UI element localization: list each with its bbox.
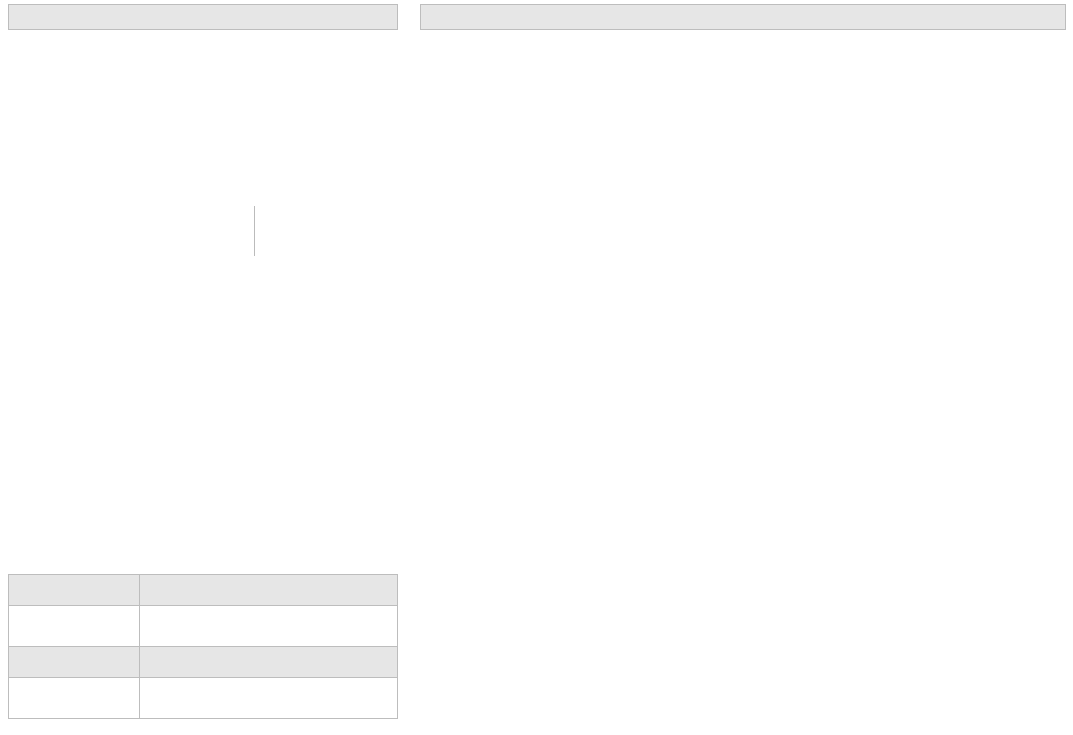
weekly-schedule-table <box>8 574 398 719</box>
worship-order-panel <box>8 0 398 735</box>
schedule-body-wed <box>9 606 398 647</box>
schedule-header-youth <box>9 647 398 678</box>
sermon-header <box>420 4 1066 30</box>
schedule-header-wed <box>9 575 398 606</box>
sermon-panel <box>420 0 1066 735</box>
schedule-content <box>140 678 398 719</box>
schedule-label <box>9 606 140 647</box>
split-divider <box>254 206 255 256</box>
schedule-body-youth <box>9 678 398 719</box>
order-title <box>8 4 398 30</box>
schedule-content <box>140 606 398 647</box>
schedule-label <box>9 678 140 719</box>
schedule-service-name <box>140 575 398 606</box>
schedule-time <box>9 575 140 606</box>
sermon-columns <box>438 40 1058 730</box>
schedule-service-name <box>140 647 398 678</box>
schedule-time <box>9 647 140 678</box>
